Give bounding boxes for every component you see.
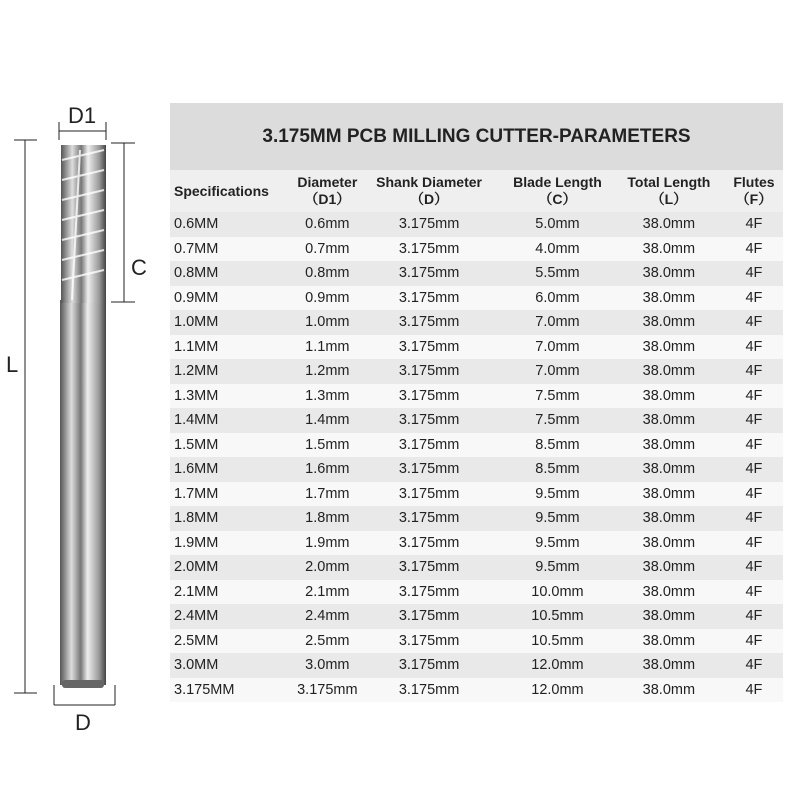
column-header-name: Flutes xyxy=(733,174,775,190)
table-cell: 10.5mm xyxy=(531,608,584,625)
table-cell: 1.8MM xyxy=(174,510,219,527)
column-header-symbol: （L） xyxy=(650,191,688,207)
table-row xyxy=(170,433,783,458)
table-row xyxy=(170,237,783,262)
table-cell: 7.0mm xyxy=(535,338,580,355)
table-cell: 9.5mm xyxy=(535,485,580,502)
table-cell: 3.175mm xyxy=(398,583,460,600)
table-cell: 3.175mm xyxy=(398,657,460,674)
table-cell: 38.0mm xyxy=(642,559,696,576)
table-cell: 1.4mm xyxy=(305,412,350,429)
table-cell: 4F xyxy=(745,265,763,282)
column-header xyxy=(492,174,623,208)
table-cell: 4.0mm xyxy=(535,240,580,257)
column-header-name: Shank Diameter xyxy=(376,174,482,190)
table-cell: 4F xyxy=(745,314,763,331)
table-row xyxy=(170,384,783,409)
table-cell: 4F xyxy=(745,412,763,429)
table-cell: 3.175mm xyxy=(398,240,460,257)
table-cell: 1.2mm xyxy=(305,363,350,380)
table-cell: 0.6mm xyxy=(305,216,350,233)
table-cell: 38.0mm xyxy=(642,240,696,257)
table-cell: 4F xyxy=(745,240,763,257)
table-row xyxy=(170,653,783,678)
table-cell: 12.0mm xyxy=(531,681,584,698)
table-cell: 7.5mm xyxy=(535,412,580,429)
table-cell: 7.0mm xyxy=(535,314,580,331)
table-cell: 3.175mm xyxy=(398,314,460,331)
table-cell: 2.1mm xyxy=(305,583,350,600)
table-cell: 1.1mm xyxy=(305,338,350,355)
table-cell: 0.9mm xyxy=(305,289,350,306)
column-header xyxy=(289,174,367,208)
table-cell: 4F xyxy=(745,681,763,698)
table-cell: 2.4MM xyxy=(174,608,219,625)
d-label: D xyxy=(75,710,91,735)
table-cell: 4F xyxy=(745,632,763,649)
table-cell: 6.0mm xyxy=(535,289,580,306)
table-row xyxy=(170,359,783,384)
table-cell: 1.6mm xyxy=(305,461,350,478)
table-cell: 4F xyxy=(745,559,763,576)
column-header-symbol: （D） xyxy=(410,191,449,207)
table-cell: 9.5mm xyxy=(535,559,580,576)
table-cell: 9.5mm xyxy=(535,510,580,527)
column-header xyxy=(170,183,281,200)
table-cell: 10.5mm xyxy=(531,632,584,649)
table-cell: 3.0MM xyxy=(174,657,219,674)
table-cell: 4F xyxy=(745,485,763,502)
table-cell: 3.175mm xyxy=(398,608,460,625)
table-cell: 4F xyxy=(745,510,763,527)
table-cell: 38.0mm xyxy=(642,681,696,698)
table-cell: 1.1MM xyxy=(174,338,219,355)
table-cell: 2.4mm xyxy=(305,608,350,625)
table-cell: 1.3mm xyxy=(305,387,350,404)
table-cell: 1.9mm xyxy=(305,534,350,551)
table-cell: 1.0MM xyxy=(174,314,219,331)
l-label: L xyxy=(6,352,19,377)
table-row xyxy=(170,335,783,360)
table-cell: 38.0mm xyxy=(642,216,696,233)
column-header-name: Diameter xyxy=(297,174,358,190)
table-cell: 1.5MM xyxy=(174,436,219,453)
table-cell: 0.7mm xyxy=(305,240,350,257)
column-header xyxy=(725,174,783,208)
table-cell: 38.0mm xyxy=(642,534,696,551)
table-cell: 8.5mm xyxy=(535,461,580,478)
table-cell: 1.9MM xyxy=(174,534,219,551)
table-cell: 7.5mm xyxy=(535,387,580,404)
c-label: C xyxy=(131,255,147,280)
table-cell: 38.0mm xyxy=(642,461,696,478)
table-row xyxy=(170,678,783,703)
table-cell: 2.1MM xyxy=(174,583,219,600)
table-cell: 3.175mm xyxy=(398,632,460,649)
table-cell: 38.0mm xyxy=(642,436,696,453)
table-cell: 4F xyxy=(745,363,763,380)
column-header-name: Blade Length xyxy=(513,174,602,190)
table-cell: 4F xyxy=(745,338,763,355)
table-cell: 1.2MM xyxy=(174,363,219,380)
table-cell: 5.0mm xyxy=(535,216,580,233)
table-cell: 12.0mm xyxy=(531,657,584,674)
column-header-symbol: （F） xyxy=(735,191,773,207)
table-row xyxy=(170,261,783,286)
table-cell: 3.175mm xyxy=(398,363,460,380)
column-header-name: Total Length xyxy=(627,174,711,190)
table-cell: 9.5mm xyxy=(535,534,580,551)
table-cell: 4F xyxy=(745,583,763,600)
table-cell: 3.175mm xyxy=(398,265,460,282)
table-cell: 1.8mm xyxy=(305,510,350,527)
table-cell: 3.175mm xyxy=(398,461,460,478)
table-cell: 1.3MM xyxy=(174,387,219,404)
d1-label: D1 xyxy=(68,103,97,128)
table-cell: 3.175mm xyxy=(398,510,460,527)
table-cell: 38.0mm xyxy=(642,265,696,282)
table-cell: 4F xyxy=(745,461,763,478)
table-row xyxy=(170,310,783,335)
table-cell: 3.175MM xyxy=(174,681,235,698)
table-cell: 38.0mm xyxy=(642,338,696,355)
table-row xyxy=(170,604,783,629)
table-cell: 38.0mm xyxy=(642,387,696,404)
table-cell: 38.0mm xyxy=(642,289,696,306)
table-cell: 0.6MM xyxy=(174,216,219,233)
table-cell: 0.8MM xyxy=(174,265,219,282)
table-body xyxy=(170,212,783,702)
column-header-symbol: （D1） xyxy=(304,191,351,207)
table-cell: 10.0mm xyxy=(531,583,584,600)
table-cell: 3.175mm xyxy=(398,338,460,355)
table-cell: 38.0mm xyxy=(642,314,696,331)
table-cell: 2.5mm xyxy=(305,632,350,649)
table-cell: 2.0mm xyxy=(305,559,350,576)
table-cell: 1.5mm xyxy=(305,436,350,453)
table-cell: 2.5MM xyxy=(174,632,219,649)
column-header-name: Specifications xyxy=(174,182,269,199)
table-row xyxy=(170,555,783,580)
table-cell: 3.175mm xyxy=(398,534,460,551)
table-row xyxy=(170,457,783,482)
table-cell: 3.175mm xyxy=(398,436,460,453)
table-cell: 3.175mm xyxy=(398,559,460,576)
table-cell: 38.0mm xyxy=(642,412,696,429)
table-cell: 3.175mm xyxy=(297,681,358,698)
table-cell: 38.0mm xyxy=(642,657,696,674)
table-row xyxy=(170,580,783,605)
table-cell: 0.9MM xyxy=(174,289,219,306)
table-cell: 38.0mm xyxy=(642,632,696,649)
table-cell: 4F xyxy=(745,608,763,625)
table-cell: 38.0mm xyxy=(642,608,696,625)
column-header-symbol: （C） xyxy=(538,191,577,207)
table-cell: 38.0mm xyxy=(642,363,696,380)
table-row xyxy=(170,212,783,237)
table-cell: 3.175mm xyxy=(398,681,460,698)
table-cell: 3.175mm xyxy=(398,387,460,404)
table-row xyxy=(170,629,783,654)
table-row xyxy=(170,408,783,433)
table-cell: 8.5mm xyxy=(535,436,580,453)
table-cell: 3.175mm xyxy=(398,485,460,502)
table-cell: 38.0mm xyxy=(642,510,696,527)
table-cell: 4F xyxy=(745,216,763,233)
table-row xyxy=(170,531,783,556)
table-cell: 1.0mm xyxy=(305,314,350,331)
table-cell: 1.6MM xyxy=(174,461,219,478)
table-cell: 0.7MM xyxy=(174,240,219,257)
table-cell: 1.4MM xyxy=(174,412,219,429)
table-cell: 1.7MM xyxy=(174,485,219,502)
table-cell: 7.0mm xyxy=(535,363,580,380)
table-cell: 1.7mm xyxy=(305,485,350,502)
table-cell: 4F xyxy=(745,657,763,674)
column-header xyxy=(623,174,715,208)
table-cell: 3.175mm xyxy=(398,412,460,429)
table-cell: 38.0mm xyxy=(642,583,696,600)
table-cell: 38.0mm xyxy=(642,485,696,502)
table-cell: 2.0MM xyxy=(174,559,219,576)
table-cell: 4F xyxy=(745,436,763,453)
table-row xyxy=(170,482,783,507)
table-cell: 4F xyxy=(745,534,763,551)
table-row xyxy=(170,506,783,531)
parameters-table xyxy=(170,103,783,702)
table-row xyxy=(170,286,783,311)
table-cell: 3.0mm xyxy=(305,657,350,674)
table-cell: 5.5mm xyxy=(535,265,580,282)
table-cell: 0.8mm xyxy=(305,265,350,282)
table-cell: 4F xyxy=(745,387,763,404)
table-cell: 3.175mm xyxy=(398,216,460,233)
table-cell: 3.175mm xyxy=(398,289,460,306)
cutter-diagram xyxy=(0,0,170,800)
table-cell: 4F xyxy=(745,289,763,306)
table-title: 3.175MM PCB MILLING CUTTER-PARAMETERS xyxy=(170,103,783,170)
column-header xyxy=(366,174,492,208)
table-header xyxy=(170,170,783,212)
